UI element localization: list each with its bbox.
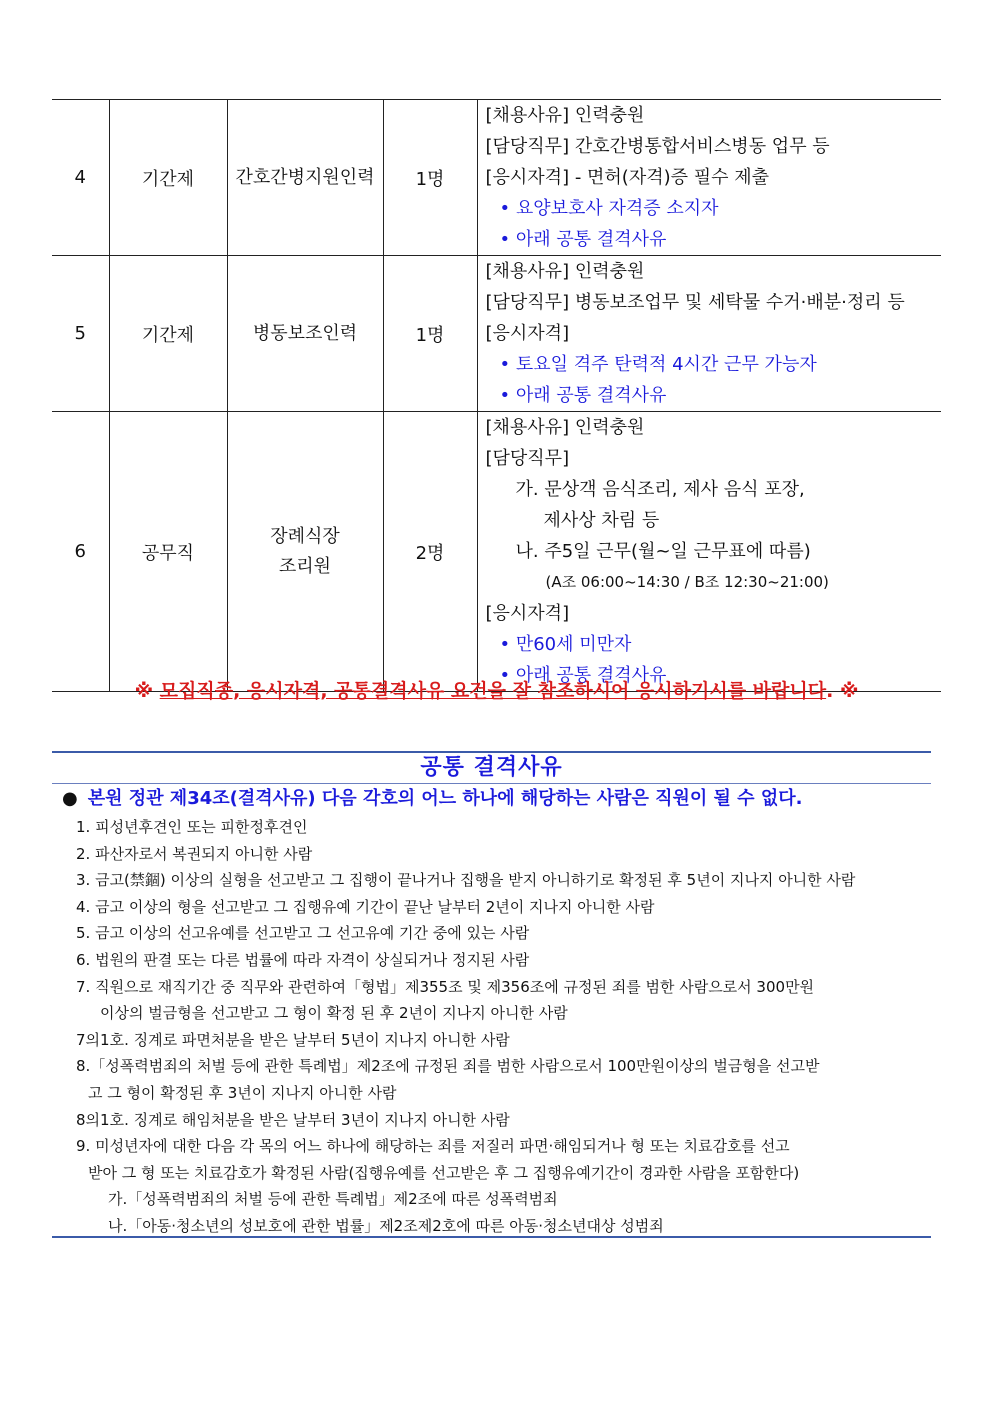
list-item: 받아 그 형 또는 치료감호가 확정된 사람(집행유예를 선고받은 후 그 집행유예기간이 경과한 사람을 포함한다) xyxy=(88,1163,800,1182)
headcount: 1명 xyxy=(383,100,477,256)
disqualification-title: 공통 결격사유 xyxy=(52,753,931,784)
detail-line: [담당직무] 병동보조업무 및 세탁물 수거·배분·정리 등 xyxy=(485,292,905,313)
notice-period: . xyxy=(826,680,834,702)
job-details xyxy=(477,256,941,412)
headcount: 2명 xyxy=(383,412,477,692)
notice xyxy=(52,676,941,703)
detail-line: [채용사유] 인력충원 xyxy=(485,105,645,126)
row-number: 4 xyxy=(52,100,109,256)
list-item: 이상의 벌금형을 선고받고 그 형이 확정 된 후 2년이 지나지 아니한 사람 xyxy=(100,1004,568,1023)
detail-line: • 토요일 격주 탄력적 4시간 근무 가능자 xyxy=(499,354,817,375)
position-name xyxy=(227,100,383,256)
headcount: 1명 xyxy=(383,256,477,412)
detail-line: [응시자격] - 면허(자격)증 필수 제출 xyxy=(485,167,770,188)
detail-line: • 아래 공통 결격사유 xyxy=(499,665,667,686)
list-item: 2. 파산자로서 복권되지 아니한 사람 xyxy=(76,844,313,863)
list-item: 7. 직원으로 재직기간 중 직무와 관련하여「형법」제355조 및 제356조에 규정된 죄를 범한 사람으로서 300만원 xyxy=(76,977,815,996)
position-name xyxy=(227,256,383,412)
detail-line: (A조 06:00~14:30 / B조 12:30~21:00) xyxy=(545,573,829,591)
list-item: 1. 피성년후견인 또는 피한정후견인 xyxy=(76,818,308,836)
table-row xyxy=(52,412,941,692)
list-item: 고 그 형이 확정된 후 3년이 지나지 아니한 사람 xyxy=(88,1083,397,1102)
job-details xyxy=(477,412,941,692)
employment-type: 기간제 xyxy=(109,256,227,412)
detail-line: [응시자격] xyxy=(485,323,570,344)
lead-text: 본원 정관 제34조(결격사유) 다음 각호의 어느 하나에 해당하는 사람은 직원이 될 수 없다. xyxy=(87,788,803,809)
row-number: 5 xyxy=(52,256,109,412)
detail-line: 나. 주5일 근무(월~일 근무표에 따름) xyxy=(515,541,811,562)
notice-text: 모집직종, 응시자격, 공통결격사유 요건을 잘 참조하시어 응시하기시를 바랍니다 xyxy=(159,680,827,702)
employment-type: 공무직 xyxy=(109,412,227,692)
table-row xyxy=(52,256,941,412)
list-item: 9. 미성년자에 대한 다음 각 목의 어느 하나에 해당하는 죄를 저질러 파면·해임되거나 형 또는 치료감호를 선고 xyxy=(76,1137,790,1156)
row-number: 6 xyxy=(52,412,109,692)
list-item: 8.「성폭력범죄의 처벌 등에 관한 특례법」제2조에 규정된 죄를 범한 사람으로서 100만원이상의 벌금형을 선고받 xyxy=(76,1057,820,1076)
list-item: 6. 법원의 판결 또는 다른 법률에 따라 자격이 상실되거나 정지된 사람 xyxy=(76,950,530,969)
list-item: 4. 금고 이상의 형을 선고받고 그 집행유예 기간이 끝난 날부터 2년이 지나지 아니한 사람 xyxy=(76,897,655,916)
table-row xyxy=(52,100,941,256)
position-line: 간호간병지원인력 xyxy=(235,166,375,188)
list-item: 가.「성폭력범죄의 처벌 등에 관한 특례법」제2조에 따른 성폭력범죄 xyxy=(108,1190,558,1209)
list-item: 7의1호. 징계로 파면처분을 받은 날부터 5년이 지나지 아니한 사람 xyxy=(76,1030,510,1049)
disqualification-list xyxy=(52,814,931,1240)
notice-mark-right: ※ xyxy=(839,680,859,702)
disqualification-box xyxy=(52,751,931,1238)
list-item: 5. 금고 이상의 선고유예를 선고받고 그 선고유예 기간 중에 있는 사람 xyxy=(76,924,530,943)
detail-line: • 요양보호사 자격증 소지자 xyxy=(499,198,719,219)
list-item: 3. 금고(禁錮) 이상의 실형을 선고받고 그 집행이 끝나거나 집행을 받지 아니하기로 확정된 후 5년이 지나지 아니한 사람 xyxy=(76,871,856,890)
disqualification-lead xyxy=(52,784,931,814)
detail-line: [응시자격] xyxy=(485,603,570,624)
detail-line: [담당직무] xyxy=(485,448,570,469)
employment-type: 기간제 xyxy=(109,100,227,256)
detail-line: • 만60세 미만자 xyxy=(499,634,632,655)
job-details xyxy=(477,100,941,256)
job-table xyxy=(52,99,941,692)
notice-mark-left: ※ xyxy=(134,680,154,702)
detail-line: • 아래 공통 결격사유 xyxy=(499,229,667,250)
detail-line: 가. 문상객 음식조리, 제사 음식 포장, xyxy=(515,479,805,500)
detail-line: [담당직무] 간호간병통합서비스병동 업무 등 xyxy=(485,136,830,157)
list-item: 8의1호. 징계로 해임처분을 받은 날부터 3년이 지나지 아니한 사람 xyxy=(76,1110,510,1129)
bullet-icon: ● xyxy=(62,788,78,809)
detail-line: 제사상 차림 등 xyxy=(543,510,660,531)
detail-line: [채용사유] 인력충원 xyxy=(485,261,645,282)
detail-line: [채용사유] 인력충원 xyxy=(485,417,645,438)
detail-line: • 아래 공통 결격사유 xyxy=(499,385,667,406)
position-line: 병동보조인력 xyxy=(252,322,358,344)
position-line: 조리원 xyxy=(278,555,332,577)
position-line: 장례식장 xyxy=(270,525,340,547)
position-name xyxy=(227,412,383,692)
list-item: 나.「아동·청소년의 성보호에 관한 법률」제2조제2호에 따른 아동·청소년대상 성범죄 xyxy=(108,1216,664,1235)
